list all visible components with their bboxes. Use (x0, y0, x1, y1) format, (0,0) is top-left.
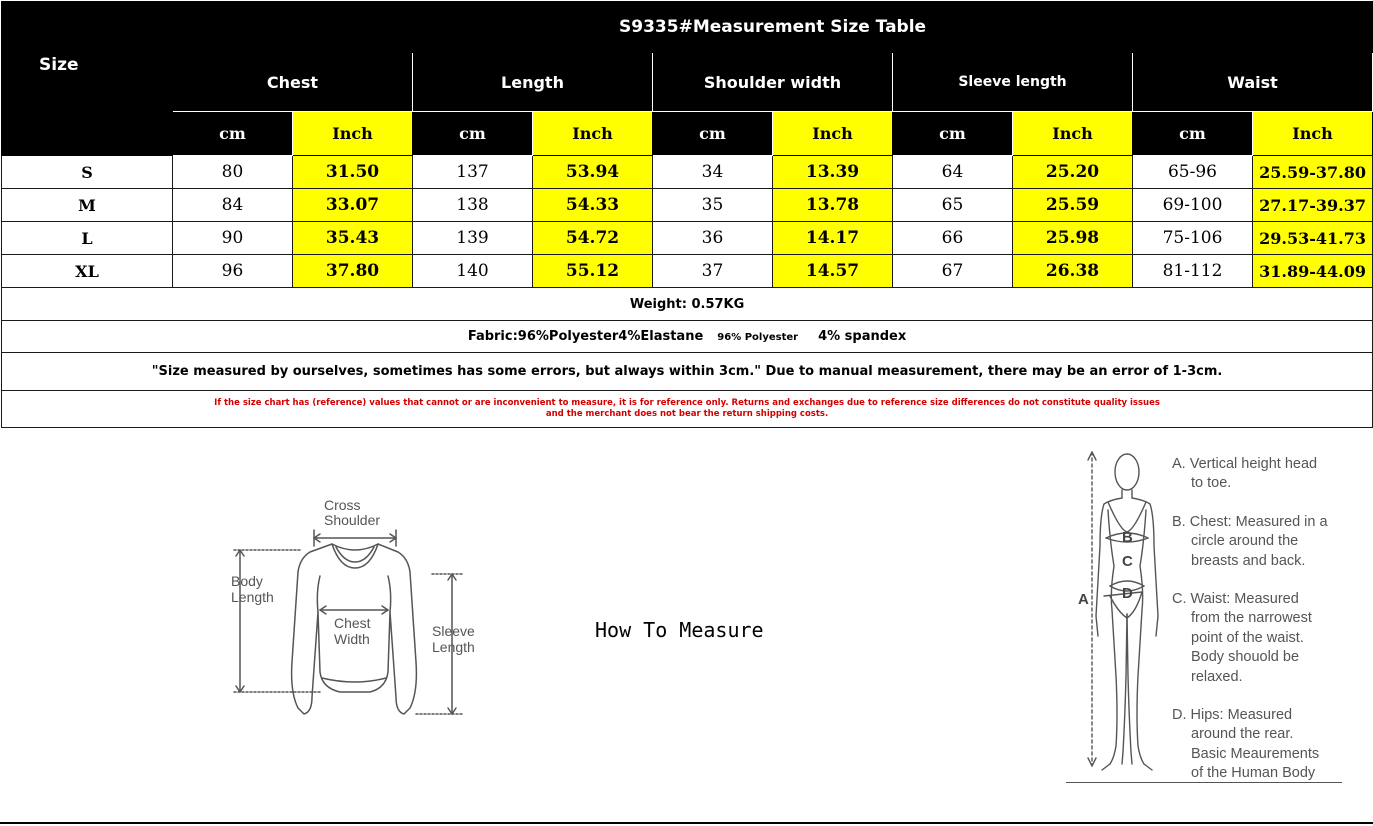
legend-title: B. Chest: Measured in a (1172, 513, 1328, 530)
unit-inch: Inch (533, 112, 653, 156)
waist-cm: 69-100 (1133, 189, 1253, 222)
size-cell: M (2, 189, 173, 222)
sleeve-inch: 25.98 (1013, 222, 1133, 255)
sleeve-inch: 25.20 (1013, 156, 1133, 189)
shoulder-cm: 37 (653, 255, 773, 288)
legend-item (1172, 590, 1368, 687)
length-inch: 55.12 (533, 255, 653, 288)
disclaimer-cell (2, 391, 1373, 428)
weight-row (2, 288, 1373, 321)
chest-cm: 80 (173, 156, 293, 189)
disclaimer-line-2: and the merchant does not bear the return shipping costs. (545, 409, 829, 419)
sleeve-cm: 66 (893, 222, 1013, 255)
garment-measure-diagram (220, 492, 490, 732)
size-cell: S (2, 156, 173, 189)
bottom-border (0, 822, 1373, 824)
waist-cm: 81-112 (1133, 255, 1253, 288)
label-chest: Chest (334, 615, 371, 631)
legend-text: from the narrowest point of the waist. Body shouold be relaxed. (1191, 610, 1312, 685)
legend-item (1172, 455, 1368, 494)
shoulder-cm: 36 (653, 222, 773, 255)
measure-legend (1172, 455, 1368, 803)
group-chest: Chest (173, 53, 413, 112)
legend-title: C. Waist: Measured (1172, 591, 1299, 608)
unit-inch: Inch (773, 112, 893, 156)
unit-cm: cm (653, 112, 773, 156)
legend-text: to toe. (1191, 475, 1232, 492)
unit-cm: cm (413, 112, 533, 156)
label-cross: Cross (324, 497, 361, 513)
mark-d: D (1122, 585, 1133, 602)
shoulder-inch: 14.17 (773, 222, 893, 255)
label-shoulder: Shoulder (324, 512, 381, 528)
label-body-length: Length (231, 589, 274, 605)
legend-item (1172, 706, 1368, 784)
unit-inch: Inch (1013, 112, 1133, 156)
table-row (2, 156, 1373, 189)
legend-title: D. Hips: Measured (1172, 707, 1293, 724)
fabric-spandex: 4% spandex (818, 329, 907, 344)
unit-cm: cm (173, 112, 293, 156)
chest-cm: 96 (173, 255, 293, 288)
legend-title: A. Vertical height head (1172, 456, 1318, 472)
table-title: S9335#Measurement Size Table (173, 2, 1373, 53)
label-sleeve-length: Length (432, 639, 475, 655)
group-sleeve-length: Sleeve length (893, 53, 1133, 112)
chest-inch: 35.43 (293, 222, 413, 255)
shoulder-cm: 35 (653, 189, 773, 222)
size-cell: XL (2, 255, 173, 288)
unit-cm: cm (1133, 112, 1253, 156)
waist-inch: 25.59-37.80 (1253, 156, 1373, 189)
shoulder-inch: 13.78 (773, 189, 893, 222)
group-shoulder-width: Shoulder width (653, 53, 893, 112)
fabric-cell (2, 321, 1373, 353)
length-cm: 138 (413, 189, 533, 222)
length-inch: 54.72 (533, 222, 653, 255)
shoulder-inch: 14.57 (773, 255, 893, 288)
chest-cm: 84 (173, 189, 293, 222)
fabric-row (2, 321, 1373, 353)
shoulder-inch: 13.39 (773, 156, 893, 189)
chest-inch: 31.50 (293, 156, 413, 189)
fabric-polyester: 96% Polyester (717, 332, 799, 343)
table-row (2, 222, 1373, 255)
legend-text: circle around the breasts and back. (1191, 533, 1306, 569)
chest-inch: 37.80 (293, 255, 413, 288)
length-inch: 53.94 (533, 156, 653, 189)
legend-item (1172, 513, 1368, 571)
weight-text: Weight: 0.57KG (2, 288, 1373, 321)
size-cell: L (2, 222, 173, 255)
waist-cm: 65-96 (1133, 156, 1253, 189)
group-length: Length (413, 53, 653, 112)
label-body: Body (231, 573, 263, 589)
legend-text: around the rear. Basic Meaurements of the Human Body (1191, 726, 1320, 782)
length-cm: 139 (413, 222, 533, 255)
length-inch: 54.33 (533, 189, 653, 222)
sleeve-inch: 26.38 (1013, 255, 1133, 288)
length-cm: 137 (413, 156, 533, 189)
sleeve-cm: 64 (893, 156, 1013, 189)
fabric-text: Fabric:96%Polyester4%Elastane (467, 329, 704, 344)
size-header: Size (2, 2, 173, 156)
waist-cm: 75-106 (1133, 222, 1253, 255)
how-to-measure-heading: How To Measure (595, 618, 764, 642)
length-cm: 140 (413, 255, 533, 288)
unit-inch: Inch (1253, 112, 1373, 156)
waist-inch: 29.53-41.73 (1253, 222, 1373, 255)
mark-a: A (1078, 591, 1089, 608)
human-body-figure (1070, 446, 1180, 786)
disclaimer-line-1: If the size chart has (reference) values that cannot or are inconvenient to measure, it is for reference only. Returns and exchanges due to reference size differences do not constitute quality issues (214, 398, 1160, 408)
disclaimer-row (2, 391, 1373, 428)
note-row (2, 353, 1373, 391)
mark-c: C (1122, 553, 1133, 570)
chest-inch: 33.07 (293, 189, 413, 222)
sleeve-inch: 25.59 (1013, 189, 1133, 222)
unit-cm: cm (893, 112, 1013, 156)
group-waist: Waist (1133, 53, 1373, 112)
table-row (2, 189, 1373, 222)
sleeve-cm: 67 (893, 255, 1013, 288)
label-width: Width (334, 631, 370, 647)
label-sleeve: Sleeve (432, 623, 475, 639)
sleeve-cm: 65 (893, 189, 1013, 222)
mark-b: B (1122, 529, 1133, 546)
unit-inch: Inch (293, 112, 413, 156)
chest-cm: 90 (173, 222, 293, 255)
waist-inch: 27.17-39.37 (1253, 189, 1373, 222)
shoulder-cm: 34 (653, 156, 773, 189)
measurement-note: "Size measured by ourselves, sometimes has some errors, but always within 3cm." Due to manual measurement, there may be an error of 1-3cm. (2, 353, 1373, 391)
waist-inch: 31.89-44.09 (1253, 255, 1373, 288)
table-row (2, 255, 1373, 288)
size-table (1, 1, 1373, 428)
